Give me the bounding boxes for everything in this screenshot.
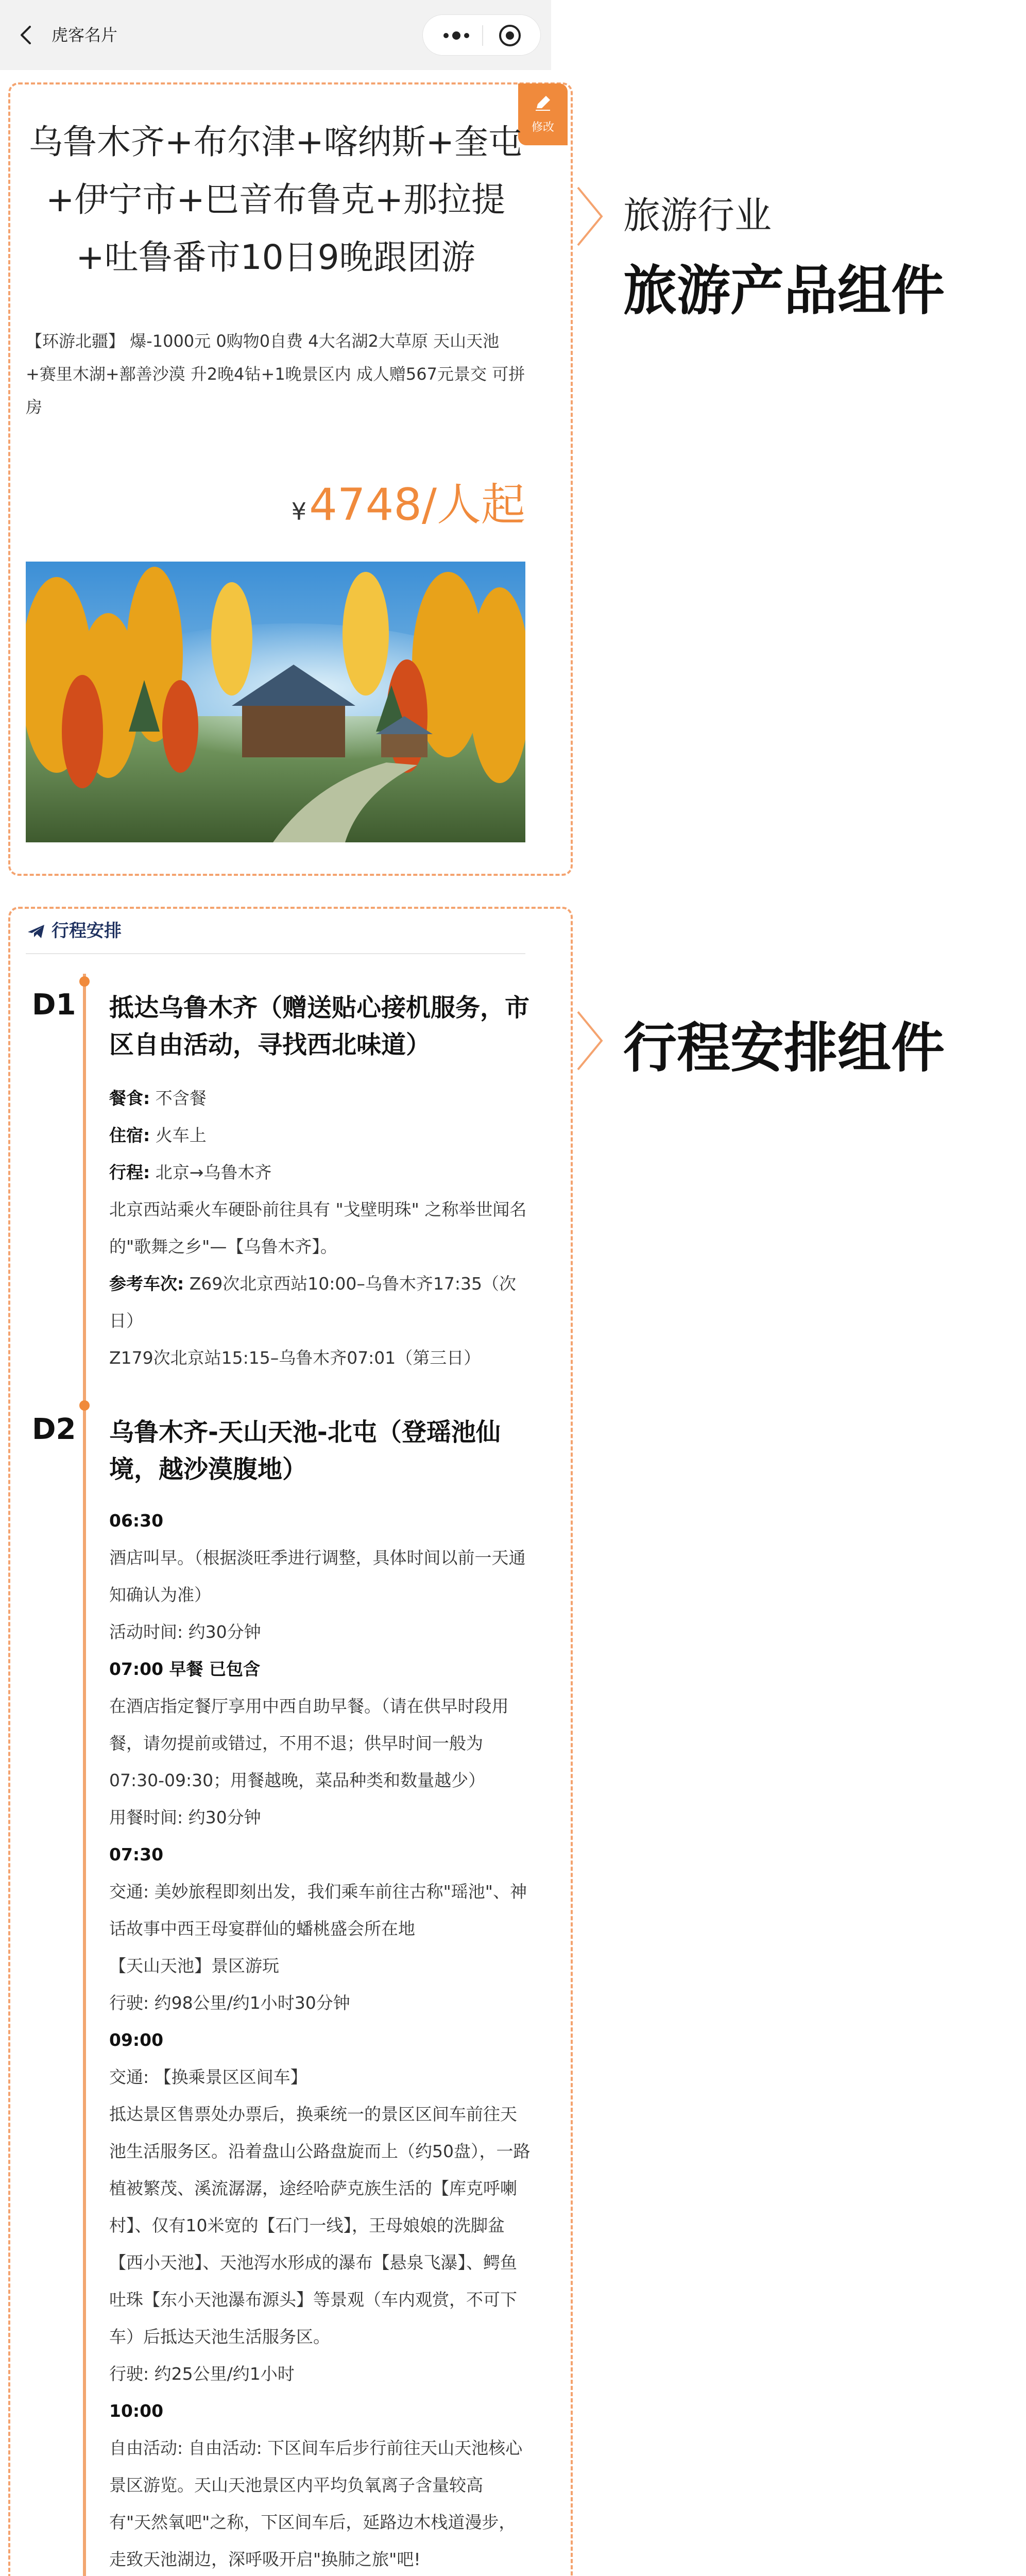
schedule-time: 06:30 <box>109 1511 164 1531</box>
schedule-time: 09:00 <box>109 2030 164 2050</box>
schedule-duration: 用餐时间: 约30分钟 <box>109 1807 261 1827</box>
train-label: 参考车次: <box>109 1274 184 1294</box>
schedule-text: 有"天然氧吧"之称，下区间车后，延路边木栈道漫步，走致天池湖边，深呼吸开启"换肺之旅"吧! <box>109 2512 516 2569</box>
price-currency: ¥ <box>291 498 307 526</box>
meals-value: 不含餐 <box>155 1088 207 1108</box>
stay-label: 住宿: <box>109 1125 150 1145</box>
schedule-time: 07:00 早餐 已包含 <box>109 1659 261 1679</box>
day-label-1: D1 <box>32 988 76 1022</box>
itinerary-bracket-icon <box>576 1010 607 1072</box>
itinerary-heading: 行程安排 <box>52 921 122 941</box>
timeline-dot-day2 <box>79 1400 90 1411</box>
schedule-text: 抵达景区售票处办票后，换乘统一的景区区间车前往天池生活服务区。沿着盘山公路盘旋而上（约50盘），一路植被繁茂、溪流潺潺，途经哈萨克族生活的【库克呼喇村】、仅有10米宽的【石门一线】，王母娘娘的洗脚盆【西小天池】、天池泻水形成的瀑布【悬泉飞瀑】、鳄鱼吐珠【东小天池瀑布源头】等景观（车内观赏，不可下车）后抵达天池生活服务区。 <box>109 2104 531 2347</box>
price-row <box>206 469 525 533</box>
product-description: 【环游北疆】 爆-1000元 0购物0自费 4大名湖2大草原 天山天池+赛里木湖+鄯善沙漠 升2晚4钻+1晚景区内 成人赠567元景交 可拼房 <box>26 331 525 417</box>
price-value: 4748 <box>309 479 422 531</box>
meals-row <box>109 1080 532 1117</box>
route-row <box>109 1154 532 1191</box>
pencil-icon <box>533 93 553 113</box>
route-value: 北京→乌鲁木齐 <box>155 1162 272 1182</box>
route-label: 行程: <box>109 1162 150 1182</box>
timeline-dot-day1 <box>79 976 90 987</box>
schedule-text: 自由活动: 自由活动: 下区间车后步行前往天山天池核心景区游览。天山天池景区内平均负氧离子含量较高 <box>109 2438 523 2495</box>
back-arrow-icon[interactable] <box>14 23 39 47</box>
day-title-2: 乌鲁木齐-天山天池-北屯（登瑶池仙境，越沙漠腹地） <box>109 1418 501 1484</box>
schedule-text: 交通: 美妙旅程即刻出发，我们乘车前往古称"瑶池"、神话故事中西王母宴群仙的蟠桃盛会所在地 <box>109 1882 527 1939</box>
close-miniprogram-icon[interactable] <box>498 23 522 48</box>
schedule-text: 酒店叫早。（根据淡旺季进行调整，具体时间以前一天通知确认为准） <box>109 1548 526 1605</box>
day-label-2: D2 <box>32 1413 76 1446</box>
annotation-product-component: 旅游产品组件 <box>623 259 945 322</box>
meals-label: 餐食: <box>109 1088 150 1108</box>
edit-label: 修改 <box>531 121 554 134</box>
schedule-transport: 交通: 【换乘景区区间车】 <box>109 2067 307 2087</box>
train-2: Z179次北京站15:15–乌鲁木齐07:01（第三日） <box>109 1348 481 1368</box>
price-unit: /人起 <box>422 479 525 531</box>
annotation-itinerary-component: 行程安排组件 <box>623 1016 945 1079</box>
product-bracket-icon <box>576 185 607 247</box>
day2-details <box>109 1502 532 2576</box>
product-title: 乌鲁木齐+布尔津+喀纳斯+奎屯+伊宁市+巴音布鲁克+那拉提+吐鲁番市10日9晚跟团游 <box>29 122 522 277</box>
itinerary-divider <box>26 953 525 954</box>
timeline-line <box>83 974 86 2576</box>
schedule-time: 07:30 <box>109 1844 164 1865</box>
annotation-industry: 旅游行业 <box>623 194 772 237</box>
schedule-time: 10:00 <box>109 2401 164 2421</box>
more-dots-icon[interactable] <box>438 25 474 46</box>
product-photo[interactable] <box>26 562 525 842</box>
train-1: Z69次北京西站10:00–乌鲁木齐17:35（次日） <box>109 1274 517 1331</box>
day-title-1: 抵达乌鲁木齐（赠送贴心接机服务，市区自由活动，寻找西北味道） <box>109 993 530 1059</box>
stay-row <box>109 1117 532 1154</box>
schedule-text: 在酒店指定餐厅享用中西自助早餐。（请在供早时段用餐，请勿提前或错过，不用不退；供早时间一般为07:30-09:30；用餐越晚，菜品种类和数量越少） <box>109 1696 509 1790</box>
schedule-duration: 行驶: 约25公里/约1小时 <box>109 2364 295 2384</box>
navbar <box>0 0 551 70</box>
schedule-spot: 【天山天池】景区游玩 <box>109 1956 279 1976</box>
stay-value: 火车上 <box>155 1125 207 1145</box>
page-title: 虎客名片 <box>52 25 118 45</box>
schedule-duration: 活动时间: 约30分钟 <box>109 1622 261 1642</box>
day1-details <box>109 1080 532 1377</box>
route-description: 北京西站乘火车硬卧前往具有 "戈壁明珠" 之称举世闻名的"歌舞之乡"—【乌鲁木齐】。 <box>109 1199 527 1257</box>
mini-program-capsule <box>422 14 541 56</box>
schedule-duration: 行驶: 约98公里/约1小时30分钟 <box>109 1993 350 2013</box>
train-row <box>109 1265 532 1340</box>
capsule-divider <box>482 25 483 46</box>
airplane-icon <box>26 921 46 941</box>
